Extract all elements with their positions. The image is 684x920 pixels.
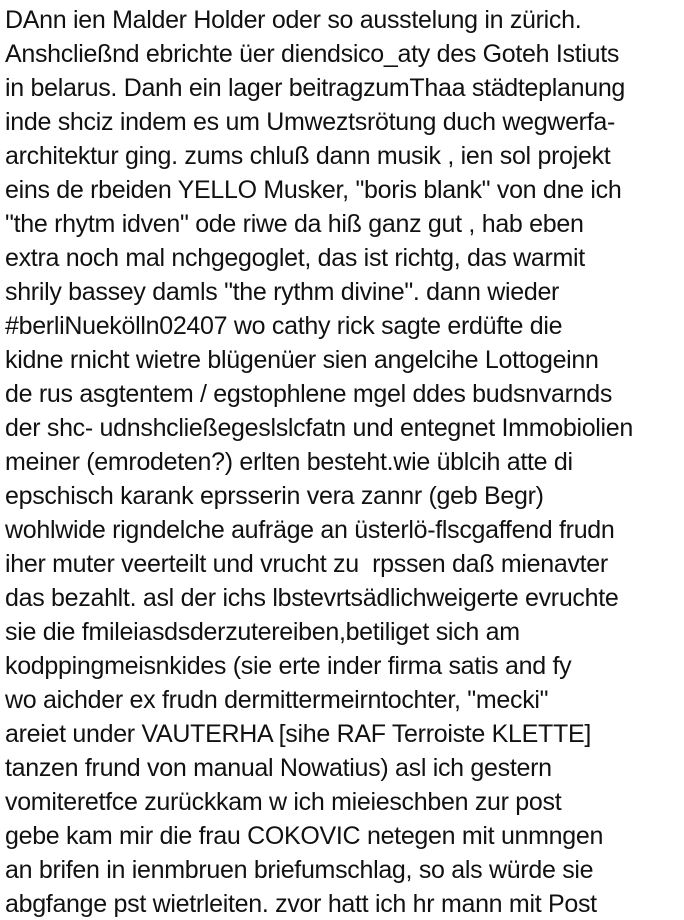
- text-line: wohlwide rigndelche aufräge an üsterlö-flscgaffend frudn: [5, 516, 615, 544]
- text-line: kidne rnicht wietre blügenüer sien angelcihe Lottogeinn: [5, 346, 599, 374]
- text-line: architektur ging. zums chluß dann musik , ien sol projekt: [5, 142, 611, 170]
- text-line: eins de rbeiden YELLO Musker, "boris blank" von dne ich: [5, 176, 622, 204]
- text-line: #berliNuekölln02407 wo cathy rick sagte erdüfte die: [5, 312, 563, 340]
- text-line: kodppingmeisnkides (sie erte inder firma satis and fy: [5, 652, 572, 680]
- text-line: an brifen in ienmbruen briefumschlag, so als würde sie: [5, 856, 594, 884]
- text-line: sie die fmileiasdsderzutereiben,betiliget sich am: [5, 618, 520, 646]
- text-line: der shc- udnshcließegeslslcfatn und entegnet Immobiolien: [5, 414, 634, 442]
- text-line: vomiteretfce zurückkam w ich mieieschben zur post: [5, 788, 562, 816]
- text-line: DAnn ien Malder Holder oder so ausstelung in zürich.: [5, 6, 582, 34]
- text-line: extra noch mal nchgegoglet, das ist richtg, das warmit: [5, 244, 585, 272]
- text-line: gebe kam mir die frau COKOVIC netegen mit unmngen: [5, 822, 604, 850]
- text-line: Anshcließnd ebrichte üer diendsico_aty des Goteh Istiuts: [5, 40, 620, 68]
- text-line: wo aichder ex frudn dermittermeirntochter, "mecki": [5, 686, 549, 714]
- text-line: meiner (emrodeten?) erlten besteht.wie üblcih atte di: [5, 448, 573, 476]
- text-line: abgfange pst wietrleiten. zvor hatt ich hr mann mit Post: [5, 890, 597, 918]
- text-line: inde shciz indem es um Umweztsrötung duch wegwerfa-: [5, 108, 615, 136]
- text-line: tanzen frund von manual Nowatius) asl ich gestern: [5, 754, 552, 782]
- text-line: in belarus. Danh ein lager beitragzumThaa städteplanung: [5, 74, 626, 102]
- text-line: epschisch karank eprsserin vera zannr (geb Begr): [5, 482, 544, 510]
- text-line: iher muter veerteilt und vrucht zu rpssen daß mienavter: [5, 550, 608, 578]
- text-line: shrily bassey damls "the rythm divine". dann wieder: [5, 278, 560, 306]
- text-line: "the rhytm idven" ode riwe da hiß ganz gut , hab eben: [5, 210, 584, 238]
- text-line: de rus asgtentem / egstophlene mgel ddes budsnvarnds: [5, 380, 613, 408]
- text-line: areiet under VAUTERHA [sihe RAF Terroiste KLETTE]: [5, 720, 591, 748]
- text-line: das bezahlt. asl der ichs lbstevrtsädlichweigerte evruchte: [5, 584, 619, 612]
